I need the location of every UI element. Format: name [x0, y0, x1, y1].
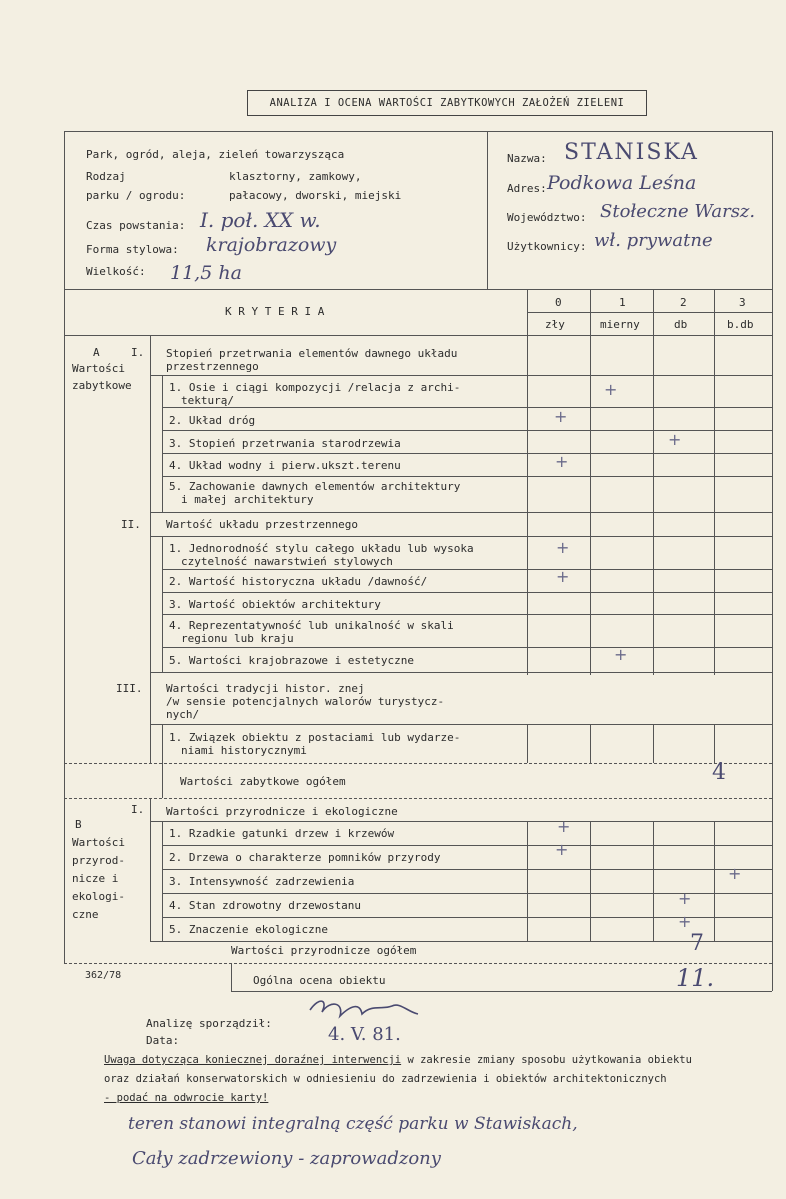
criterion-group-title: Stopień przetrwania elementów dawnego układu [166, 347, 458, 360]
title-box [247, 90, 647, 116]
grid-line [590, 289, 591, 675]
section-a-total-value: 4 [712, 760, 726, 785]
score-name-1: mierny [600, 318, 640, 331]
grid-line [590, 724, 591, 763]
score-name-3: b.db [727, 318, 754, 331]
grid-line [162, 375, 163, 512]
criterion-a1-1: 1. Osie i ciągi kompozycji /relacja z archi- [169, 381, 461, 394]
section-b-roman: I. [131, 803, 145, 816]
frame-line [64, 131, 65, 964]
reference-number: 362/78 [85, 970, 122, 981]
criterion-b-1: 1. Rzadkie gatunki drzew i krzewów [169, 827, 395, 840]
criterion-b-5: 5. Znaczenie ekologiczne [169, 923, 328, 936]
check-mark: + [557, 817, 571, 836]
grid-line [162, 407, 772, 408]
grid-line [150, 536, 772, 537]
wojewodztwo-label: Województwo: [507, 211, 587, 224]
wojewodztwo-value: Stołeczne Warsz. [600, 201, 756, 222]
grid-line [150, 512, 772, 513]
section-a-roman-3: III. [116, 682, 143, 695]
adres-label: Adres: [507, 182, 547, 195]
grid-line [714, 289, 715, 675]
uzytkownicy-value: wł. prywatne [594, 230, 713, 251]
score-1: 1 [619, 296, 626, 309]
score-2: 2 [680, 296, 687, 309]
grid-line [162, 821, 163, 941]
grid-line [150, 335, 151, 763]
criterion-b-4: 4. Stan zdrowotny drzewostanu [169, 899, 362, 912]
criterion-a2-1: czytelność nawarstwień stylowych [181, 555, 393, 568]
criterion-a1-5: i małej architektury [181, 493, 314, 506]
grid-line [772, 963, 773, 991]
forma-value: krajobrazowy [206, 234, 337, 256]
check-mark: + [555, 840, 569, 859]
section-a-name: Wartości [72, 362, 125, 375]
overall-label: Ogólna ocena obiektu [253, 974, 386, 987]
note-emphasis: - podać na odwrocie karty! [104, 1092, 269, 1104]
frame-line [64, 289, 772, 290]
criterion-a3-1: 1. Związek obiektu z postaciami lub wydarze- [169, 731, 461, 744]
criterion-group-title: nych/ [166, 708, 200, 721]
analyst-label: Analizę sporządził: [146, 1017, 272, 1030]
grid-line [64, 763, 772, 764]
section-b-name: Wartości [72, 836, 125, 849]
check-mark: + [614, 645, 628, 664]
note-line-3 [104, 1092, 268, 1104]
type-label: Park, ogród, aleja, zieleń towarzysząca [86, 148, 345, 161]
rodzaj-label: Rodzaj [86, 170, 126, 183]
criterion-b-3: 3. Intensywność zadrzewienia [169, 875, 355, 888]
handwritten-note-2: Cały zadrzewiony - zaprowadzony [132, 1148, 441, 1169]
grid-line [527, 289, 528, 675]
grid-line [150, 941, 772, 942]
grid-line [527, 821, 528, 941]
rodzaj-options: klasztorny, zamkowy, [229, 170, 362, 183]
criterion-a3-1: niami historycznymi [181, 744, 307, 757]
criterion-group-title: Wartość układu przestrzennego [166, 518, 359, 531]
grid-line [714, 821, 715, 941]
criterion-a1-3: 3. Stopień przetrwania starodrzewia [169, 437, 401, 450]
criterion-group-title: przestrzennego [166, 360, 259, 373]
check-mark: + [554, 407, 568, 426]
grid-line [162, 724, 163, 763]
check-mark: + [556, 538, 570, 557]
rodzaj-options: pałacowy, dworski, miejski [229, 189, 402, 202]
section-a-total-label: Wartości zabytkowe ogółem [180, 775, 346, 788]
check-mark: + [556, 567, 570, 586]
kryteria-label: K R Y T E R I A [225, 305, 325, 318]
frame-line [487, 131, 488, 289]
criterion-a2-3: 3. Wartość obiektów architektury [169, 598, 381, 611]
wielkosc-value: 11,5 ha [170, 262, 242, 284]
section-b-name: ekologi- [72, 890, 125, 903]
section-a-roman-2: II. [121, 518, 141, 531]
check-mark: + [604, 380, 618, 399]
nazwa-label: Nazwa: [507, 152, 547, 165]
criterion-a1-2: 2. Układ dróg [169, 414, 256, 427]
criterion-a2-5: 5. Wartości krajobrazowe i estetyczne [169, 654, 415, 667]
section-b-name: nicze i [72, 872, 119, 885]
check-mark: + [555, 452, 569, 471]
section-a-name: zabytkowe [72, 379, 132, 392]
grid-line [527, 312, 772, 313]
grid-line [150, 798, 151, 941]
criterion-a1-1: tekturą/ [181, 394, 234, 407]
grid-line [162, 569, 772, 570]
frame-line [772, 131, 773, 964]
grid-line [162, 536, 163, 672]
parku-label: parku / ogrodu: [86, 189, 186, 202]
grid-line [150, 821, 772, 822]
section-a-letter: A [93, 346, 100, 359]
criterion-a1-5: 5. Zachowanie dawnych elementów architektury [169, 480, 461, 493]
grid-line [590, 821, 591, 941]
czas-value: I. poł. XX w. [200, 208, 321, 232]
criterion-a2-4: regionu lub kraju [181, 632, 294, 645]
uzytkownicy-label: Użytkownicy: [507, 240, 587, 253]
criterion-a2-1: 1. Jednorodność stylu całego układu lub wysoka [169, 542, 474, 555]
handwritten-note-1: teren stanowi integralną część parku w Stawiskach, [128, 1114, 578, 1134]
date-label: Data: [146, 1034, 180, 1047]
grid-line [162, 763, 163, 798]
grid-line [653, 821, 654, 941]
grid-line [150, 672, 772, 673]
section-b-total-label: Wartości przyrodnicze ogółem [231, 944, 417, 957]
section-b-name: przyrod- [72, 854, 125, 867]
criterion-a2-2: 2. Wartość historyczna układu /dawność/ [169, 575, 428, 588]
forma-label: Forma stylowa: [86, 243, 179, 256]
grid-line [150, 375, 772, 376]
analyst-signature [300, 992, 440, 1026]
date-value: 4. V. 81. [328, 1024, 401, 1045]
note-line-2: oraz działań konserwatorskich w odniesieniu do zadrzewienia i obiektów architektonicznych [104, 1073, 667, 1085]
section-a-roman-1: I. [131, 346, 145, 359]
grid-line [162, 476, 772, 477]
criterion-a1-4: 4. Układ wodny i pierw.ukszt.terenu [169, 459, 401, 472]
score-0: 0 [555, 296, 562, 309]
criterion-group-title: /w sensie potencjalnych walorów turystycz- [166, 695, 445, 708]
section-b-letter: B [75, 818, 82, 831]
section-b-name: czne [72, 908, 99, 921]
grid-line [162, 869, 772, 870]
nazwa-value: STANISKA [564, 140, 699, 165]
score-3: 3 [739, 296, 746, 309]
grid-line [64, 798, 772, 799]
grid-line [150, 724, 772, 725]
grid-line [162, 453, 772, 454]
grid-line [653, 724, 654, 763]
grid-line [527, 724, 528, 763]
score-name-2: db [674, 318, 688, 331]
note-line-1 [104, 1054, 692, 1066]
overall-value: 11. [676, 964, 715, 992]
criterion-group-title: Wartości tradycji histor. znej [166, 682, 365, 695]
grid-line [653, 289, 654, 675]
adres-value: Podkowa Leśna [547, 172, 697, 194]
note-emphasis: Uwaga dotycząca koniecznej doraźnej interwencji [104, 1054, 402, 1066]
wielkosc-label: Wielkość: [86, 265, 146, 278]
note-text: w zakresie zmiany sposobu użytkowania obiektu [401, 1054, 692, 1066]
grid-line [64, 335, 772, 336]
form-title: ANALIZA I OCENA WARTOŚCI ZABYTKOWYCH ZAŁOŻEŃ ZIELENI [269, 97, 625, 109]
section-b-total-value: 7 [690, 931, 704, 956]
score-name-0: zły [545, 318, 565, 331]
criterion-group-title: Wartości przyrodnicze i ekologiczne [166, 805, 398, 818]
check-mark: + [678, 912, 692, 931]
check-mark: + [678, 889, 692, 908]
grid-line [714, 724, 715, 763]
grid-line [162, 614, 772, 615]
grid-line [162, 592, 772, 593]
criterion-b-2: 2. Drzewa o charakterze pomników przyrody [169, 851, 441, 864]
grid-line [64, 963, 772, 964]
grid-line [162, 647, 772, 648]
grid-line [231, 963, 232, 991]
czas-label: Czas powstania: [86, 219, 186, 232]
check-mark: + [668, 430, 682, 449]
check-mark: + [728, 864, 742, 883]
grid-line [162, 845, 772, 846]
criterion-a2-4: 4. Reprezentatywność lub unikalność w skali [169, 619, 454, 632]
frame-line [64, 131, 772, 132]
